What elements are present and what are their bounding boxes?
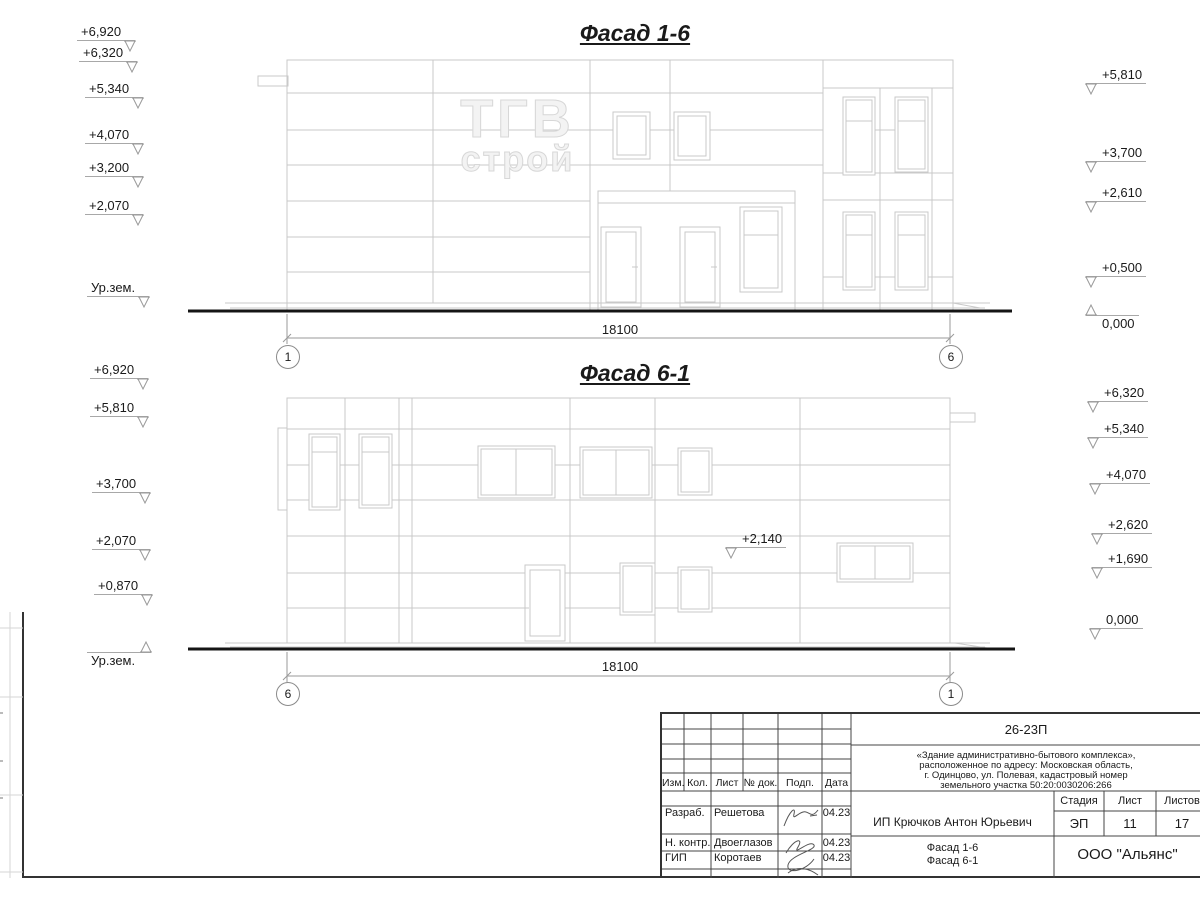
elevation-mark: +6,920 [77,25,135,41]
elevation-mark: +2,620 [1092,518,1152,534]
elevation-mark: +2,140 [726,532,786,548]
level-arrow-down-icon [1084,161,1098,173]
col-kol: Кол. [687,777,708,789]
level-arrow-down-icon [1088,483,1102,495]
row-role: Разраб. [665,807,705,819]
project-code: 26-23П [1004,722,1048,737]
sheet-label: Лист [1118,795,1142,807]
elevation-mark: +1,690 [1092,552,1152,568]
elevation-mark: +3,700 [1086,146,1146,162]
col-list: Лист [715,777,739,789]
elevation-mark: +5,810 [1086,68,1146,84]
facade-1-6-title: Фасад 1-6 [579,20,691,46]
elevation-mark: +3,200 [85,161,143,177]
adjacent-sheet-edge [0,612,23,878]
row-date: 04.23 [822,837,851,849]
sheet-number: 11 [1123,816,1137,831]
level-arrow-down-icon [1088,628,1102,640]
elevation-mark: +3,700 [92,477,150,493]
zero-level-mark: 0,000 [1090,613,1143,629]
level-arrow-down-icon [136,378,150,390]
level-arrow-down-icon [1084,201,1098,213]
row-date: 04.23 [822,807,851,819]
level-arrow-up-icon [139,641,153,653]
level-arrow-down-icon [131,214,145,226]
col-podp: Подп. [786,777,814,789]
row-role: ГИП [665,852,687,864]
level-arrow-up-icon [1084,304,1098,316]
sheets-total: 17 [1174,816,1190,831]
level-arrow-down-icon [1090,567,1104,579]
col-ndok: № док. [743,777,778,789]
facade-logo-line2: строй [460,138,575,179]
stage-label: Стадия [1060,795,1098,807]
stage-value: ЭП [1069,816,1089,831]
axis-bubble-1: 1 [276,345,300,369]
sheet-title-line1: Фасад 1-6 [926,842,979,854]
facade-logo-line1: ТГВ [460,89,575,149]
elevation-mark: +5,810 [90,401,148,417]
elevation-mark: +6,320 [1088,386,1148,402]
client-name: ИП Крючков Антон Юрьевич [873,815,1032,829]
sheets-label: Листов [1164,795,1200,807]
ground-level-mark: Ур.зем. [87,652,151,669]
col-data: Дата [824,777,849,789]
level-arrow-down-icon [724,547,738,559]
level-arrow-down-icon [1086,437,1100,449]
level-arrow-down-icon [131,176,145,188]
col-izm: Изм. [662,777,685,789]
facade-1-6-dimension: 18100 [601,322,639,337]
axis-bubble-1: 1 [939,682,963,706]
axis-bubble-6: 6 [276,682,300,706]
sheet-title-line2: Фасад 6-1 [926,855,979,867]
level-arrow-down-icon [140,594,154,606]
elevation-mark: +4,070 [85,128,143,144]
level-arrow-down-icon [1086,401,1100,413]
signature-icon [780,802,822,832]
row-name: Коротаев [714,852,762,864]
level-arrow-down-icon [131,97,145,109]
elevation-mark: +6,320 [79,46,137,62]
facade-6-1-title: Фасад 6-1 [579,360,691,386]
elevation-mark: +0,500 [1086,261,1146,277]
level-arrow-down-icon [136,416,150,428]
elevation-mark: +6,920 [90,363,148,379]
row-date: 04.23 [822,852,851,864]
level-arrow-down-icon [137,296,151,308]
facade-6-1-dimension: 18100 [601,659,639,674]
row-name: Решетова [714,807,765,819]
level-arrow-down-icon [138,492,152,504]
ground-level-mark: Ур.зем. [87,281,149,297]
row-role: Н. контр. [665,837,711,849]
level-arrow-down-icon [1084,276,1098,288]
elevation-mark: +0,870 [94,579,152,595]
level-arrow-down-icon [1090,533,1104,545]
elevation-mark: +5,340 [1088,422,1148,438]
axis-bubble-6: 6 [939,345,963,369]
elevation-mark: +4,070 [1090,468,1150,484]
level-arrow-down-icon [131,143,145,155]
title-block [660,712,1200,878]
zero-level-mark: 0,000 [1086,315,1139,332]
level-arrow-down-icon [125,61,139,73]
elevation-mark: +2,070 [92,534,150,550]
elevation-mark: +2,610 [1086,186,1146,202]
level-arrow-down-icon [138,549,152,561]
object-description: «Здание административно-бытового комплекса», расположенное по адресу: Московская область, г. Одинцово, ул. Полевая, кадастровый номер земельного участка 50:20:0030206:266 [916,750,1136,791]
organization-name: ООО "Альянс" [1077,846,1178,863]
elevation-mark: +2,070 [85,199,143,215]
elevation-mark: +5,340 [85,82,143,98]
signature-icon [780,835,822,879]
row-name: Двоеглазов [714,837,773,849]
level-arrow-down-icon [1084,83,1098,95]
